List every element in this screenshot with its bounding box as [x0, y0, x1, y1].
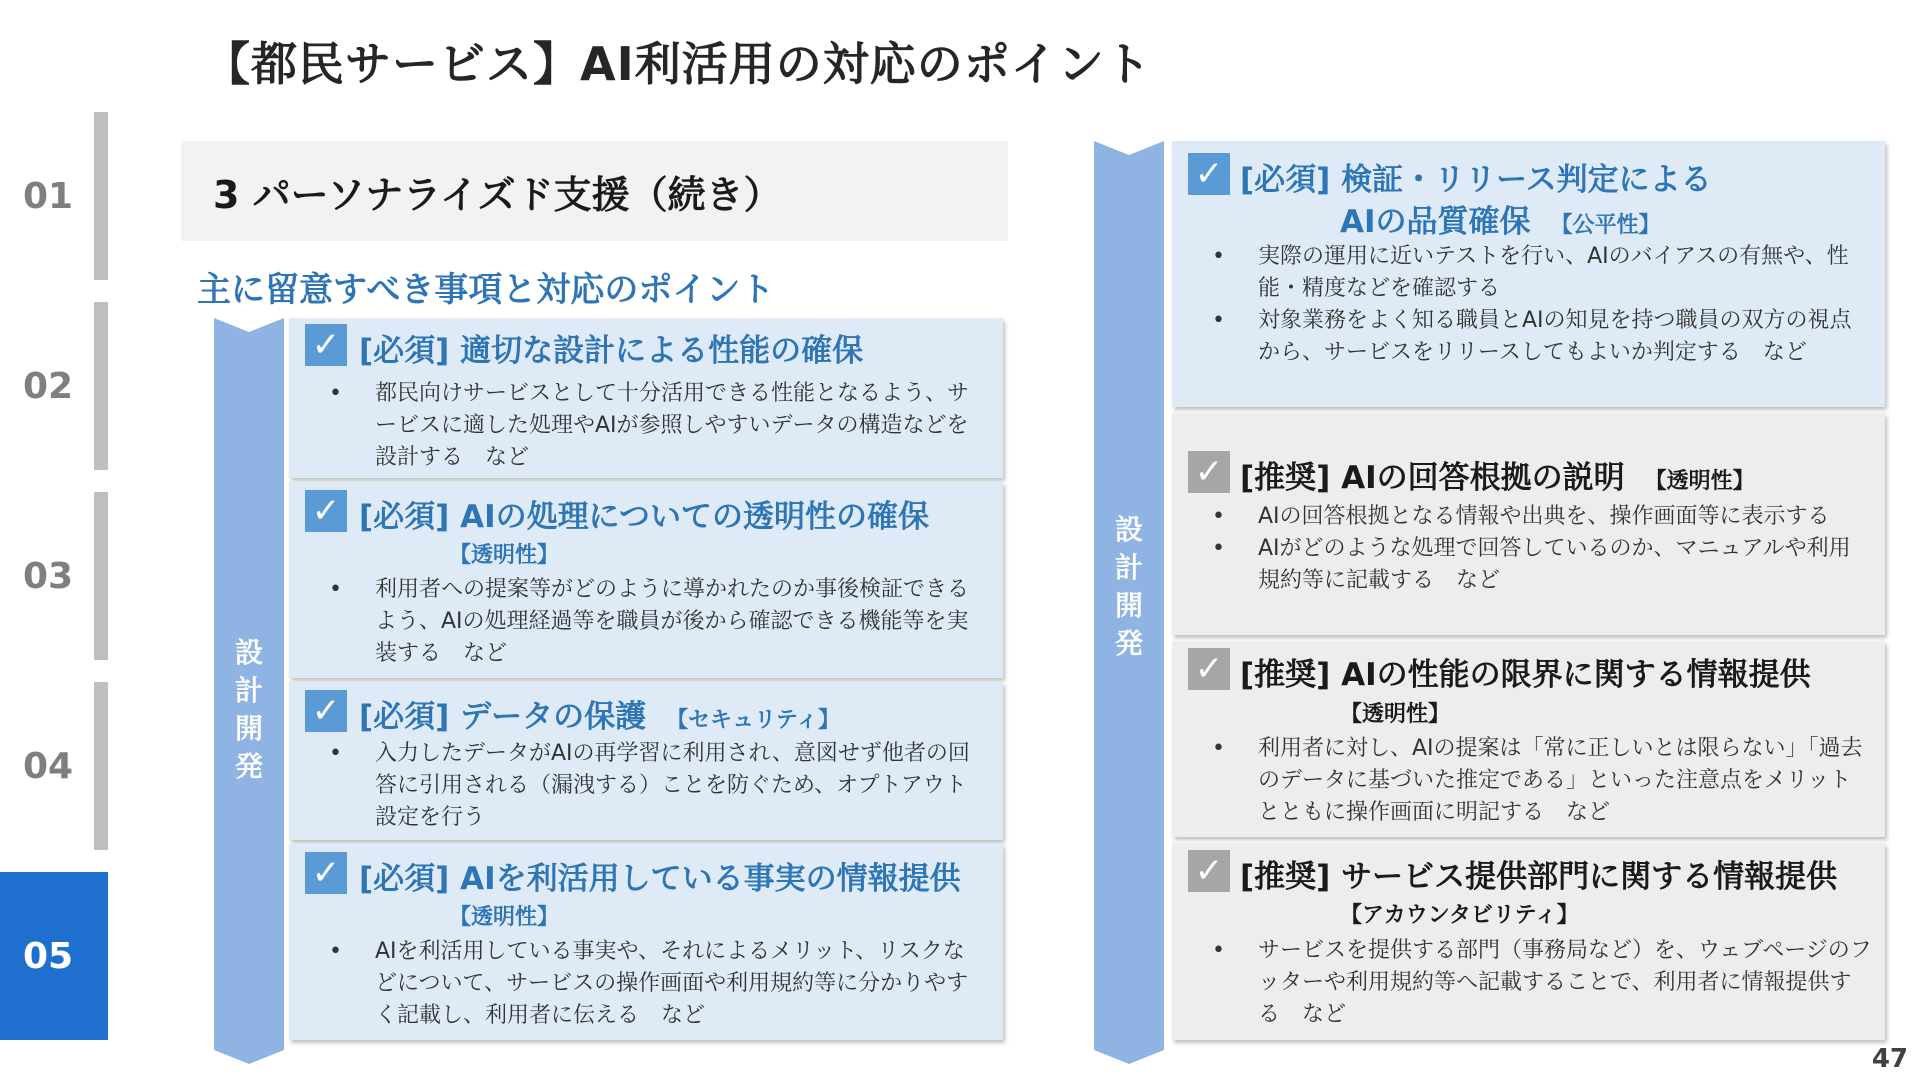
page-title: 【都民サービス】AI利活用の対応のポイント — [204, 37, 1152, 91]
nav-item-label: 05 — [22, 935, 74, 977]
card-heading: [推奨] サービス提供部門に関する情報提供 — [1240, 859, 1838, 895]
bullet-item: • 利用者に対し、AIの提案は「常に正しいとは限らない」「過去のデータに基づいた推定である」といった注意点をメリットとともに操作画面に明記する など — [1212, 733, 1872, 829]
subheading: 主に留意すべき事項と対応のポイント — [197, 270, 775, 310]
nav-item-04[interactable] — [0, 682, 108, 850]
bullet-list — [329, 936, 979, 1032]
bullet-item: • 利用者への提案等がどのように導かれたのか事後検証できるよう、AIの処理経過等を職員が後から確認できる機能等を実装する など — [329, 574, 979, 670]
check-icon: ✓ — [1188, 153, 1230, 195]
bullet-list — [1212, 935, 1872, 1031]
card-heading — [1240, 452, 1755, 497]
card-heading: [推奨] AIの性能の限界に関する情報提供 — [1240, 657, 1811, 693]
ribbon-char: 開 — [1114, 589, 1143, 622]
ribbon-char: 計 — [234, 674, 263, 707]
card-heading — [359, 691, 840, 736]
page-number: 47 — [1871, 1044, 1908, 1074]
card-heading-text: AIの品質確保 — [1340, 204, 1531, 240]
card-tag: 【透明性】 — [449, 905, 560, 930]
card-left-3 — [289, 682, 1003, 840]
ribbon-label — [1094, 511, 1164, 663]
ribbon-char: 発 — [1114, 627, 1143, 660]
bullet-list — [329, 738, 979, 834]
nav-item-02[interactable] — [0, 302, 108, 470]
card-heading-text: [推奨] AIの回答根拠の説明 — [1240, 460, 1625, 496]
ribbon-char: 設 — [1114, 513, 1143, 546]
nav-bar — [94, 492, 108, 660]
bullet-list — [1212, 733, 1872, 829]
card-left-1 — [289, 318, 1003, 478]
card-tag: 【透明性】 — [449, 543, 560, 568]
nav-item-01[interactable] — [0, 112, 108, 280]
bullet-item: • 対象業務をよく知る職員とAIの知見を持つ職員の双方の視点から、サービスをリリースしてもよいか判定する など — [1212, 305, 1872, 369]
section-header — [181, 141, 1008, 241]
card-heading: [必須] AIの処理についての透明性の確保 — [359, 499, 930, 535]
nav-item-label: 04 — [22, 745, 74, 787]
nav-item-03[interactable] — [0, 492, 108, 660]
card-heading: [必須] 適切な設計による性能の確保 — [359, 333, 864, 369]
nav-item-label: 02 — [22, 365, 74, 407]
bullet-item: • 都民向けサービスとして十分活用できる性能となるよう、サービスに適した処理やAIが参照しやすいデータの構造などを設計する など — [329, 378, 979, 474]
check-icon: ✓ — [305, 690, 347, 732]
check-icon: ✓ — [1188, 850, 1230, 892]
card-tag: 【アカウンタビリティ】 — [1340, 903, 1579, 928]
card-heading-line2 — [1340, 196, 1661, 241]
bullet-list — [329, 574, 979, 670]
ribbon-right — [1094, 141, 1164, 1064]
bullet-item: • AIの回答根拠となる情報や出典を、操作画面等に表示する — [1212, 501, 1872, 533]
card-heading-text: [必須] データの保護 — [359, 699, 647, 735]
card-right-1 — [1172, 141, 1885, 407]
check-icon: ✓ — [305, 324, 347, 366]
ribbon-left — [214, 318, 284, 1064]
ribbon-char: 計 — [1114, 551, 1143, 584]
bullet-item: • 実際の運用に近いテストを行い、AIのバイアスの有無や、性能・精度などを確認する — [1212, 241, 1872, 305]
section-title: 3 パーソナライズド支援（続き） — [213, 172, 782, 217]
card-right-3 — [1172, 641, 1885, 837]
bullet-item: • サービスを提供する部門（事務局など）を、ウェブページのフッターや利用規約等へ記載することで、利用者に情報提供する など — [1212, 935, 1872, 1031]
nav-item-label: 01 — [22, 175, 74, 217]
bullet-list — [1212, 241, 1872, 369]
nav-bar — [94, 112, 108, 280]
card-tag: 【セキュリティ】 — [666, 708, 840, 733]
card-right-2 — [1172, 413, 1885, 635]
card-tag: 【透明性】 — [1644, 469, 1755, 494]
bullet-list — [1212, 501, 1872, 597]
check-icon: ✓ — [1188, 451, 1230, 493]
ribbon-label — [214, 634, 284, 786]
card-heading: [必須] AIを利活用している事実の情報提供 — [359, 861, 961, 897]
card-right-4 — [1172, 843, 1885, 1040]
card-tag: 【公平性】 — [1550, 213, 1661, 238]
check-icon: ✓ — [305, 852, 347, 894]
ribbon-char: 発 — [234, 750, 263, 783]
bullet-item: • 入力したデータがAIの再学習に利用され、意図せず他者の回答に引用される（漏洩する）ことを防ぐため、オプトアウト設定を行う — [329, 738, 979, 834]
bullet-list — [329, 378, 979, 474]
card-left-4 — [289, 844, 1003, 1040]
ribbon-char: 開 — [234, 712, 263, 745]
nav-item-label: 03 — [22, 555, 74, 597]
nav-bar — [94, 682, 108, 850]
bullet-item: • AIがどのような処理で回答しているのか、マニュアルや利用規約等に記載する など — [1212, 533, 1872, 597]
card-left-2 — [289, 482, 1003, 678]
card-tag: 【透明性】 — [1340, 702, 1451, 727]
card-heading-line1: [必須] 検証・リリース判定による — [1240, 162, 1712, 198]
ribbon-char: 設 — [234, 636, 263, 669]
check-icon: ✓ — [305, 490, 347, 532]
check-icon: ✓ — [1188, 648, 1230, 690]
nav-item-05[interactable] — [0, 872, 108, 1040]
nav-bar — [94, 302, 108, 470]
bullet-item: • AIを利活用している事実や、それによるメリット、リスクなどについて、サービスの操作画面や利用規約等に分かりやすく記載し、利用者に伝える など — [329, 936, 979, 1032]
